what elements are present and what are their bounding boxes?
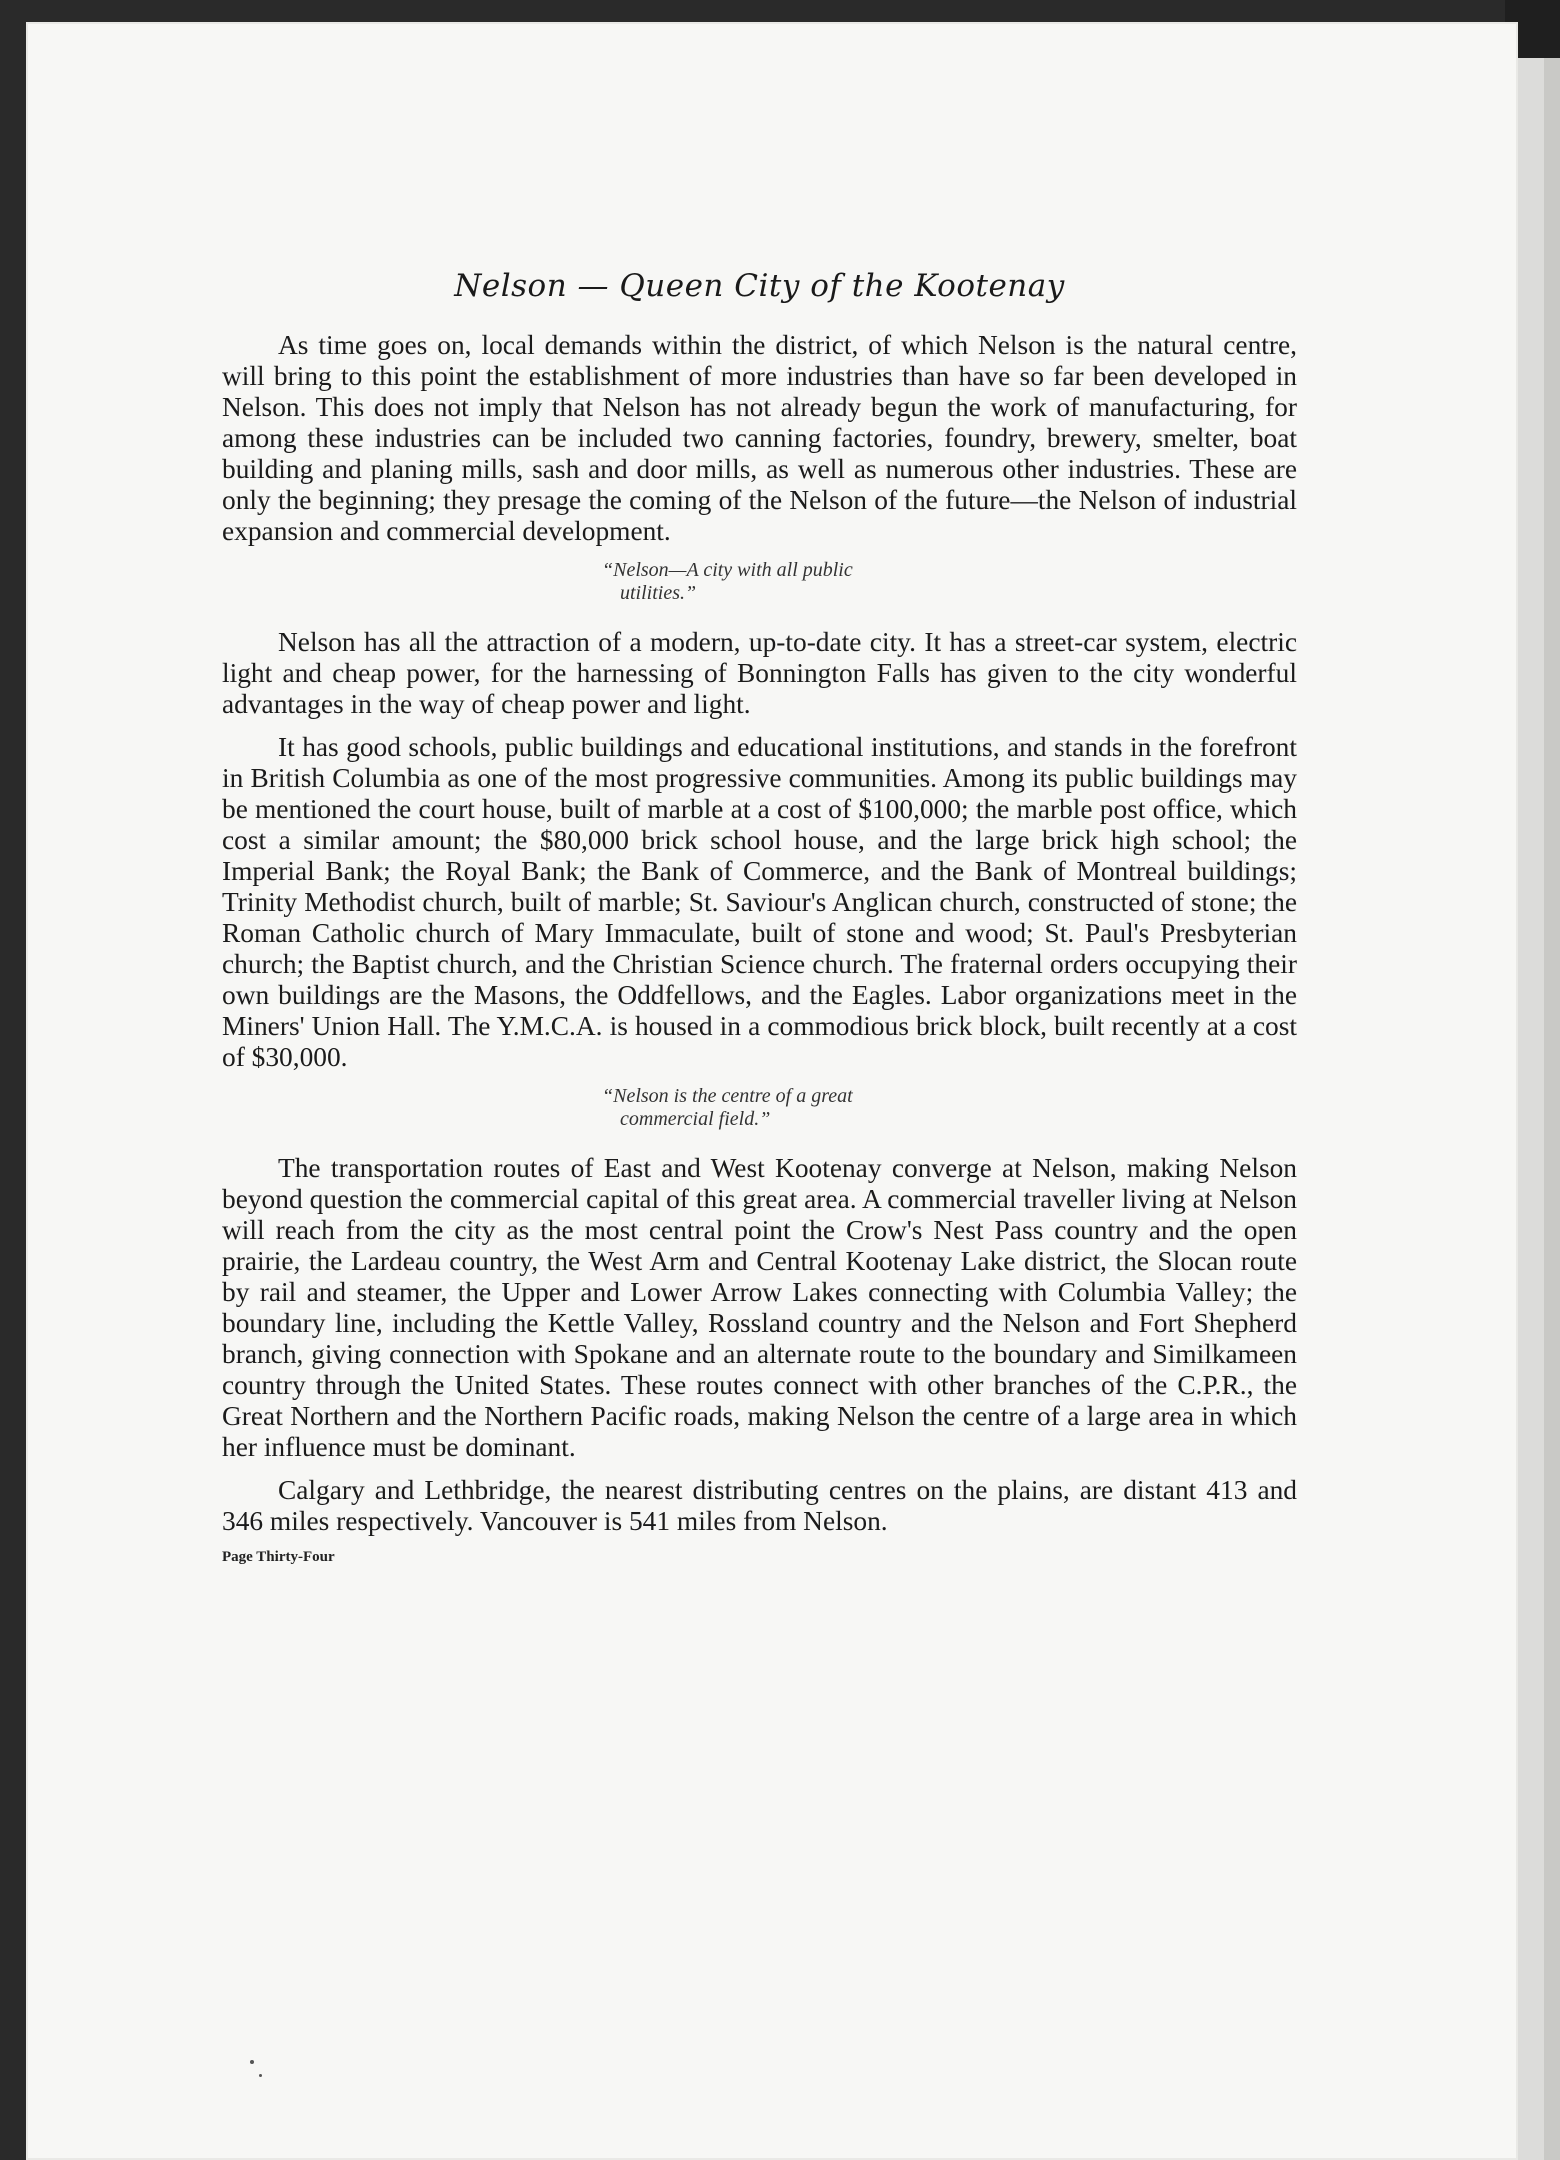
pull-quote-line: utilities.” — [620, 582, 697, 604]
pull-quote-line: “Nelson is the centre of a great — [602, 1085, 853, 1107]
paragraph: The transportation routes of East and West Kootenay converge at Nelson, making Nelson beyond question the commercial capital of this great area. A commercial traveller living at Nelson will reach from the city as the most central point the Crow's Nest Pass country and the open prairie, the Lardeau country, the West Arm and Central Kootenay Lake district, the Slocan route by rail and steamer, the Upper and Lower Arrow Lakes connecting with Columbia Valley; the boundary line, including the Kettle Valley, Rossland country and the Nelson and Fort Shepherd branch, giving connection with Spokane and an alternate route to the boundary and Similkameen country through the United States. These routes connect with other branches of the C.P.R., the Great Northern and the Northern Pacific roads, making Nelson the centre of a large area in which her influence must be dominant. — [222, 1153, 1297, 1462]
scan-speck — [250, 2060, 254, 2064]
scan-speck — [259, 2074, 262, 2077]
page-title: Nelson — Queen City of the Kootenay — [454, 268, 1065, 304]
pull-quote-line: commercial field.” — [620, 1108, 771, 1130]
pull-quote-line: “Nelson—A city with all public — [602, 559, 853, 581]
pull-quote — [602, 1085, 962, 1131]
scan-border-shadow — [1544, 58, 1560, 2160]
pull-quote — [602, 559, 962, 605]
paragraph: As time goes on, local demands within the district, of which Nelson is the natural centre, will bring to this point the establishment of more industries than have so far been developed in Nelson. This does not imply that Nelson has not already begun the work of manufacturing, for among these industries can be included two canning factories, foundry, brewery, smelter, boat building and planing mills, sash and door mills, as well as numerous other industries. These are only the beginning; they presage the coming of the Nelson of the future—the Nelson of industrial expansion and commercial development. — [222, 330, 1297, 546]
paragraph: Nelson has all the attraction of a modern, up-to-date city. It has a street-car system, electric light and cheap power, for the harnessing of Bonnington Falls has given to the city wonderful advantages in the way of cheap power and light. — [222, 627, 1297, 719]
page-content — [222, 250, 1297, 1566]
paragraph: Calgary and Lethbridge, the nearest distributing centres on the plains, are distant 413 and 346 miles respectively. Vancouver is 541 miles from Nelson. — [222, 1475, 1297, 1536]
page-number: Page Thirty-Four — [222, 1549, 335, 1565]
paragraph: It has good schools, public buildings and educational institutions, and stands in the forefront in British Columbia as one of the most progressive communities. Among its public buildings may be mentioned the court house, built of marble at a cost of $100,000; the marble post office, which cost a similar amount; the $80,000 brick school house, and the large brick high school; the Imperial Bank; the Royal Bank; the Bank of Commerce, and the Bank of Montreal buildings; Trinity Methodist church, built of marble; St. Saviour's Anglican church, constructed of stone; the Roman Catholic church of Mary Immaculate, built of stone and wood; St. Paul's Presbyterian church; the Baptist church, and the Christian Science church. The fraternal orders occupying their own buildings are the Masons, the Oddfellows, and the Eagles. Labor organizations meet in the Miners' Union Hall. The Y.M.C.A. is housed in a commodious brick block, built recently at a cost of $30,000. — [222, 732, 1297, 1072]
